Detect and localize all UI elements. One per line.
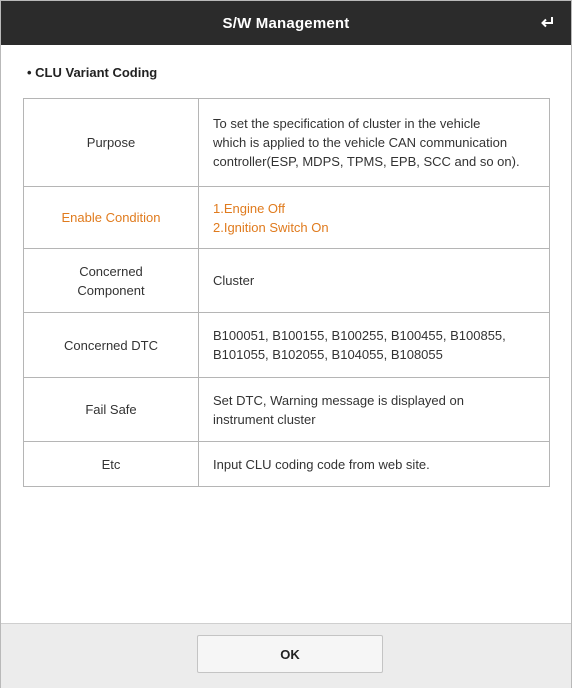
section-heading: • CLU Variant Coding	[27, 65, 158, 80]
table-row-concerned-component	[24, 249, 550, 313]
table-row-purpose	[24, 99, 550, 187]
value-line: 1.Engine Off	[213, 200, 286, 216]
row-value-enable-condition	[199, 187, 550, 249]
dialog-footer	[1, 623, 571, 688]
value-line: To set the specification of cluster in the vehicle	[213, 116, 481, 131]
label-line: Component	[77, 282, 145, 298]
label-line: Concerned	[79, 263, 143, 279]
row-label-concerned-dtc: Concerned DTC	[24, 313, 199, 378]
row-label-purpose: Purpose	[24, 99, 199, 187]
spec-table	[23, 98, 550, 487]
value-line: Set DTC, Warning message is displayed on	[213, 392, 464, 408]
value-line: which is applied to the vehicle CAN communication	[213, 135, 508, 150]
value-line: Input CLU coding code from web site.	[213, 456, 430, 472]
value-line: 2.Ignition Switch On	[213, 219, 329, 235]
row-value-fail-safe	[199, 378, 550, 442]
back-button[interactable]	[535, 11, 559, 35]
value-line: B101055, B102055, B104055, B108055	[213, 347, 443, 362]
table-row-etc	[24, 442, 550, 487]
row-label-enable-condition: Enable Condition	[24, 187, 199, 249]
table-row-concerned-dtc	[24, 313, 550, 378]
row-value-etc	[199, 442, 550, 487]
value-line: controller(ESP, MDPS, TPMS, EPB, SCC and so on).	[213, 154, 520, 169]
row-value-purpose	[199, 99, 550, 187]
table-row-fail-safe	[24, 378, 550, 442]
title-bar	[1, 1, 571, 45]
table-row-enable-condition	[24, 187, 550, 249]
value-line: B100051, B100155, B100255, B100455, B100855,	[213, 328, 506, 343]
row-label-concerned-component	[24, 249, 199, 313]
ok-button[interactable]: OK	[197, 635, 383, 673]
row-value-concerned-component	[199, 249, 550, 313]
row-value-concerned-dtc	[199, 313, 550, 378]
return-arrow-icon	[539, 15, 555, 31]
value-line: Cluster	[213, 273, 255, 288]
row-label-fail-safe: Fail Safe	[24, 378, 199, 442]
dialog-title: S/W Management	[222, 14, 350, 32]
row-label-etc: Etc	[24, 442, 199, 487]
value-line: instrument cluster	[213, 411, 316, 427]
